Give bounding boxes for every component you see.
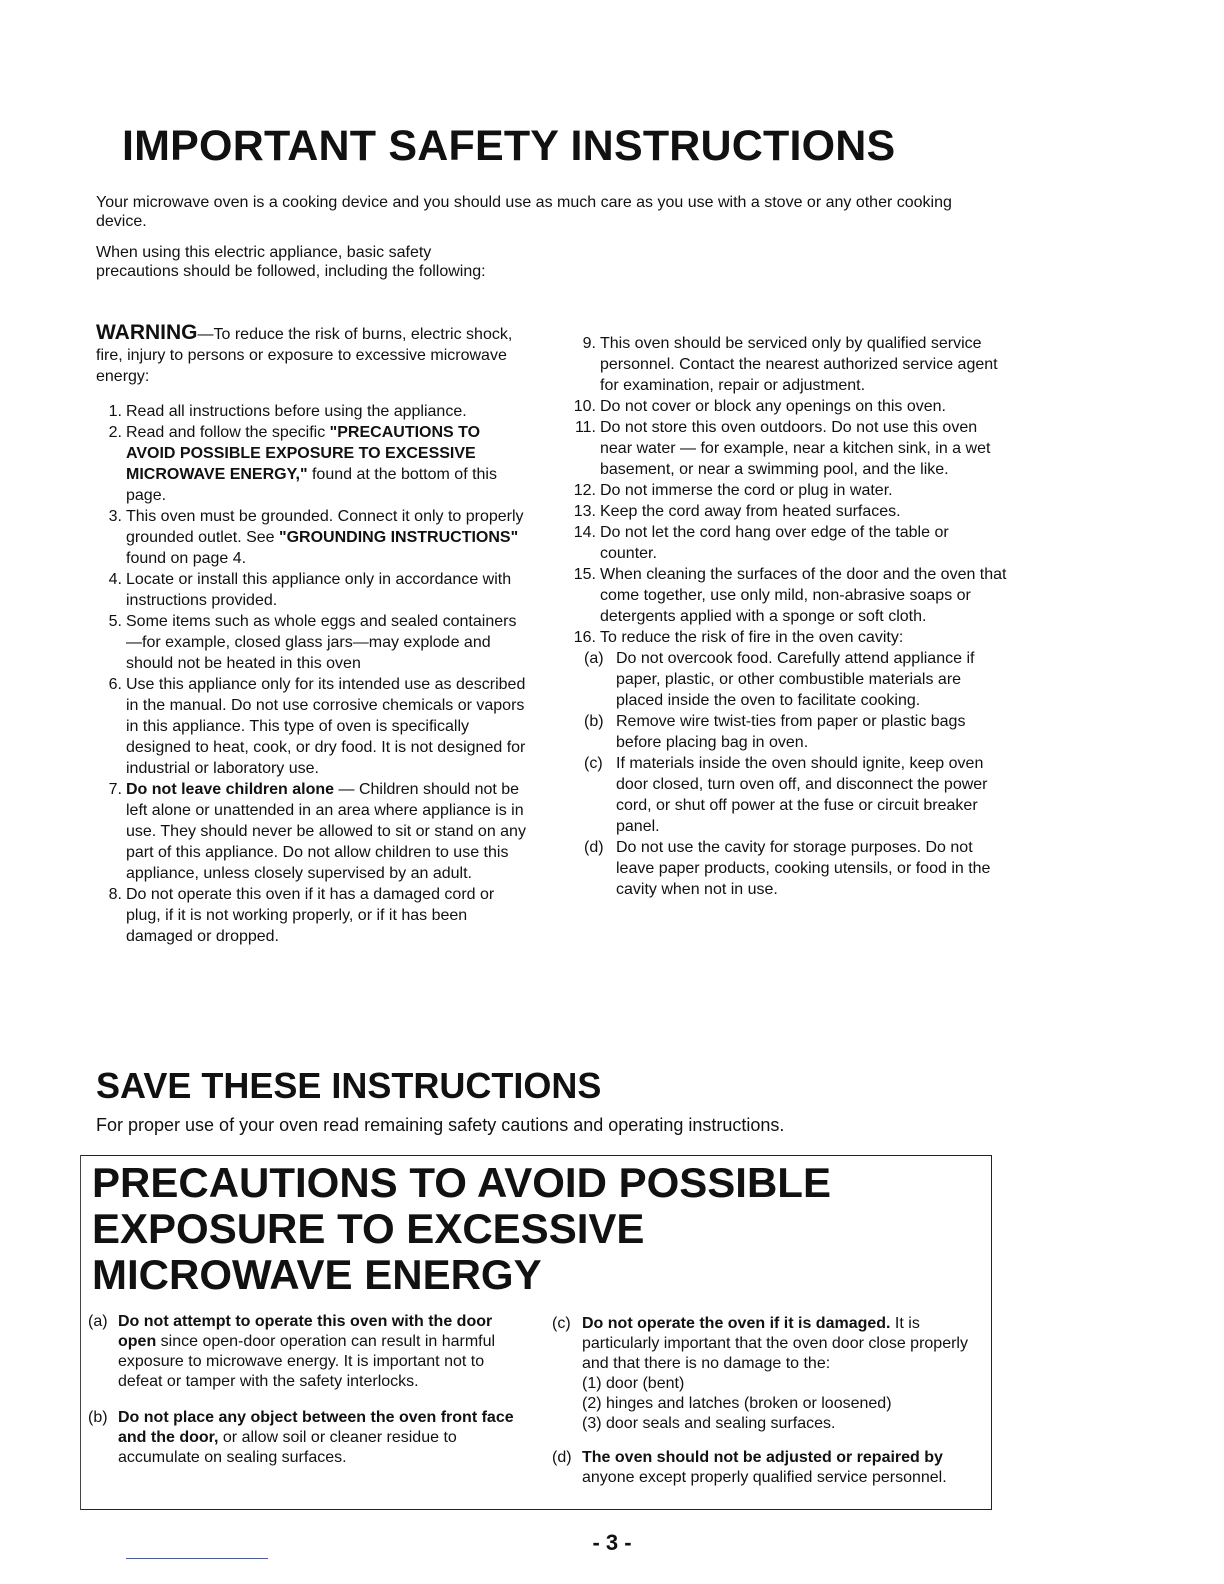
item-text: Use this appliance only for its intended use as described in the manual. Do not use corrosive chemicals or vapors in this appliance. This type of oven is specifically designed to heat, cook, or dry food. It is not designed for industrial or laboratory use. (126, 676, 526, 777)
item-text: — Children should not be left alone or unattended in an area where appliance is in use. They should never be allowed to sit or stand on any part of this appliance. Do not allow children to use this appliance, unless closely supervised by an adult. (126, 781, 526, 882)
item-text: Do not store this oven outdoors. Do not use this oven near water — for example, near a kitchen sink, in a wet basement, or near a swimming pool, and the like. (600, 419, 991, 478)
instruction-item (96, 569, 526, 611)
item-text: Do not operate this oven if it has a damaged cord or plug, if it is not working properly, or if it has been damaged or dropped. (126, 886, 495, 945)
precaution-text: anyone except properly qualified service personnel. (582, 1469, 947, 1486)
box-right-rule (991, 1155, 992, 1510)
precaution-letter: (a) (88, 1313, 108, 1330)
precaution-letter: (c) (552, 1315, 571, 1332)
sub-item (584, 648, 1010, 711)
sub-item-letter: (b) (584, 713, 604, 730)
instruction-item (96, 401, 526, 422)
item-text: To reduce the risk of fire in the oven cavity: (600, 629, 904, 646)
sub-item (584, 711, 1010, 753)
item-text: Do not let the cord hang over edge of the table or counter. (600, 524, 949, 562)
sub-item-letter: (a) (584, 650, 604, 667)
item-bold-text: "GROUNDING INSTRUCTIONS" (279, 529, 519, 546)
instruction-item (570, 501, 1010, 522)
instruction-item (570, 480, 1010, 501)
item-text: Keep the cord away from heated surfaces. (600, 503, 901, 520)
item-text: Read all instructions before using the appliance. (126, 403, 467, 420)
instruction-item (96, 884, 526, 947)
item-bold-text: "PRECAUTIONS TO AVOID POSSIBLE EXPOSURE TO EXCESSIVE MICROWAVE ENERGY," (126, 424, 481, 483)
item-number: 13. (573, 503, 596, 520)
instruction-item (570, 417, 1010, 480)
sub-item (584, 753, 1010, 837)
instruction-item (96, 779, 526, 884)
precaution-text: It is particularly important that the oven door close properly and that there is no damage to the: (582, 1315, 968, 1372)
item-text: Some items such as whole eggs and sealed containers—for example, closed glass jars—may explode and should not be heated in this oven (126, 613, 517, 672)
right-column (570, 333, 1010, 900)
precaution-sub-item: (2) hinges and latches (broken or loosened) (582, 1395, 892, 1412)
sub-item-letter: (d) (584, 839, 604, 856)
precaution-text: or allow soil or cleaner residue to accumulate on sealing surfaces. (118, 1429, 457, 1466)
precaution-b (88, 1408, 528, 1468)
box-left-rule (80, 1155, 81, 1510)
item-number: 7. (108, 781, 122, 798)
item-number: 2. (108, 424, 122, 441)
instruction-item (96, 611, 526, 674)
precautions-left-column (88, 1312, 528, 1480)
instruction-item (96, 674, 526, 779)
precautions-heading-line: EXPOSURE TO EXCESSIVE (92, 1205, 645, 1252)
item-text: When cleaning the surfaces of the door and the oven that come together, use only mild, non-abrasive soaps or detergents applied with a sponge or soft cloth. (600, 566, 1007, 625)
warning-block (96, 322, 526, 387)
precaution-sub-item: (3) door seals and sealing surfaces. (582, 1415, 836, 1432)
box-bottom-rule (80, 1509, 992, 1510)
instruction-item (570, 396, 1010, 417)
item-number: 5. (108, 613, 122, 630)
item-text: found on page 4. (126, 550, 247, 567)
instruction-list-left (96, 401, 526, 947)
item-text: found at the bottom of this page. (126, 466, 497, 504)
precaution-bold: The oven should not be adjusted or repaired by (582, 1449, 943, 1466)
instruction-item (570, 522, 1010, 564)
item-number: 4. (108, 571, 122, 588)
item-bold-text: Do not leave children alone (126, 781, 335, 798)
instruction-item (96, 422, 526, 506)
precaution-bold: Do not attempt to operate this oven with the door open (118, 1313, 493, 1350)
item16-sublist (570, 648, 1010, 900)
precaution-c (552, 1314, 982, 1434)
sub-item-text: Do not use the cavity for storage purposes. Do not leave paper products, cooking utensils, or food in the cavity when not in use. (616, 839, 991, 898)
item-number: 3. (108, 508, 122, 525)
item-text: This oven must be grounded. Connect it only to properly grounded outlet. See (126, 508, 524, 546)
item-number: 14. (573, 524, 596, 541)
sub-item (584, 837, 1010, 900)
item-number: 15. (573, 566, 596, 583)
sub-item-text: If materials inside the oven should ignite, keep oven door closed, turn oven off, and disconnect the power cord, or shut off power at the fuse or circuit breaker panel. (616, 755, 988, 835)
page-title: IMPORTANT SAFETY INSTRUCTIONS (122, 122, 896, 170)
item-number: 11. (574, 419, 596, 436)
precautions-heading (92, 1160, 831, 1298)
item-number: 1. (108, 403, 122, 420)
save-subtext: For proper use of your oven read remaining safety cautions and operating instructions. (96, 1115, 785, 1135)
instruction-item (570, 627, 1010, 648)
precaution-bold: Do not place any object between the oven front face and the door, (118, 1409, 514, 1446)
save-heading: SAVE THESE INSTRUCTIONS (96, 1065, 602, 1106)
precautions-heading-line: PRECAUTIONS TO AVOID POSSIBLE (92, 1159, 831, 1206)
item-text: Do not cover or block any openings on this oven. (600, 398, 946, 415)
page-number: - 3 - (592, 1530, 632, 1555)
intro-paragraph: Your microwave oven is a cooking device and you should use as much care as you use with a stove or any other cooking device. (96, 194, 952, 230)
precaution-sub-item: (1) door (bent) (582, 1375, 685, 1392)
precaution-d (552, 1448, 982, 1488)
precaution-bold: Do not operate the oven if it is damaged. (582, 1315, 891, 1332)
precaution-letter: (d) (552, 1449, 572, 1466)
instruction-item (570, 564, 1010, 627)
left-column (96, 322, 526, 947)
item-text: Do not immerse the cord or plug in water. (600, 482, 893, 499)
sub-item-letter: (c) (584, 755, 603, 772)
instruction-list-right (570, 333, 1010, 648)
item-number: 10. (573, 398, 596, 415)
precautions-right-column (552, 1314, 982, 1500)
intro-paragraph-2: When using this electric appliance, basic safety precautions should be followed, including the following: (96, 244, 486, 280)
box-top-rule (80, 1155, 992, 1156)
precaution-letter: (b) (88, 1409, 108, 1426)
item-text: Read and follow the specific (126, 424, 330, 441)
item-number: 12. (573, 482, 596, 499)
precaution-text: since open-door operation can result in harmful exposure to microwave energy. It is important not to defeat or tamper with the safety interlocks. (118, 1333, 496, 1390)
instruction-item (96, 506, 526, 569)
sub-item-text: Remove wire twist-ties from paper or plastic bags before placing bag in oven. (616, 713, 966, 751)
footer-rule (126, 1558, 268, 1559)
item-number: 8. (108, 886, 122, 903)
item-text: Locate or install this appliance only in accordance with instructions provided. (126, 571, 512, 609)
warning-label: WARNING (96, 321, 198, 344)
precaution-a (88, 1312, 528, 1392)
sub-item-text: Do not overcook food. Carefully attend appliance if paper, plastic, or other combustible materials are placed inside the oven to facilitate cooking. (616, 650, 975, 709)
item-number: 16. (573, 629, 596, 646)
item-number: 6. (108, 676, 122, 693)
item-number: 9. (582, 335, 596, 352)
warning-text: —To reduce the risk of burns, electric shock, fire, injury to persons or exposure to excessive microwave energy: (96, 326, 513, 385)
instruction-item (570, 333, 1010, 396)
item-text: This oven should be serviced only by qualified service personnel. Contact the nearest authorized service agent for examination, repair or adjustment. (600, 335, 998, 394)
precautions-heading-line: MICROWAVE ENERGY (92, 1251, 542, 1298)
